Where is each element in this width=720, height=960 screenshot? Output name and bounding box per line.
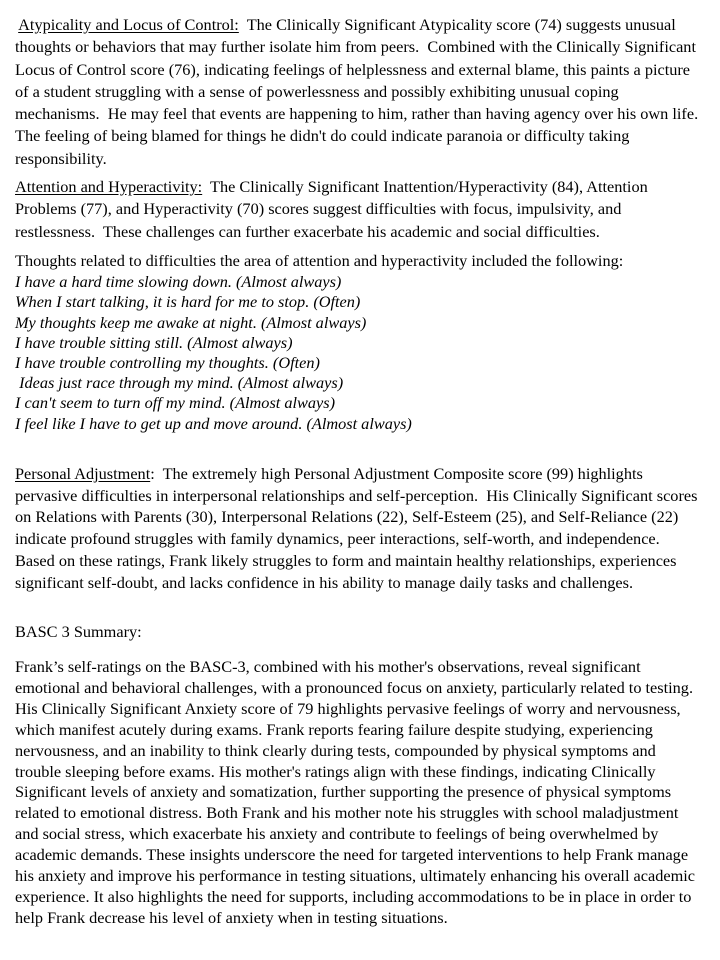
text-segment: When I start talking, it is hard for me to stop. (Often) bbox=[15, 292, 361, 312]
text-line bbox=[15, 803, 714, 824]
text-line bbox=[15, 414, 714, 434]
thoughts-intro-line bbox=[15, 250, 714, 272]
text-line bbox=[15, 103, 714, 125]
text-segment: Atypicality and Locus of Control: bbox=[18, 15, 239, 34]
text-segment: on Relations with Parents (30), Interpersonal Relations (22), Self-Esteem (25), and Self-Reliance (22) bbox=[15, 507, 679, 527]
text-line bbox=[15, 528, 714, 550]
text-line bbox=[15, 36, 714, 58]
text-segment: His Clinically Significant Anxiety score of 79 highlights pervasive feelings of worry and nervousness, bbox=[15, 698, 681, 718]
text-line bbox=[15, 887, 714, 908]
atypicality-locus-paragraph bbox=[15, 14, 714, 170]
text-segment: The feeling of being blamed for things he didn't do could indicate paranoia or difficulty taking bbox=[15, 126, 630, 146]
text-segment: My thoughts keep me awake at night. (Almost always) bbox=[15, 312, 367, 332]
text-line bbox=[15, 176, 714, 198]
text-line bbox=[15, 720, 714, 741]
text-line bbox=[15, 125, 714, 147]
text-line bbox=[15, 14, 714, 36]
text-line bbox=[15, 845, 714, 866]
text-segment: Locus of Control score (76), indicating feelings of helplessness and external blame, this paints a picture bbox=[15, 59, 691, 79]
text-segment: responsibility. bbox=[15, 148, 107, 168]
thought-quotes-list bbox=[15, 272, 714, 434]
text-segment: academic demands. These insights underscore the need for targeted interventions to help Frank manage bbox=[15, 845, 689, 865]
text-segment: restlessness. These challenges can further exacerbate his academic and social difficulties. bbox=[15, 221, 600, 241]
text-segment: his anxiety and improve his performance in testing situations, ultimately enhancing his overall academic bbox=[15, 866, 696, 886]
text-line bbox=[15, 393, 714, 413]
text-segment: The Clinically Significant Inattention/Hyperactivity (84), Attention bbox=[202, 177, 648, 197]
text-line bbox=[15, 762, 714, 783]
text-line bbox=[15, 699, 714, 720]
text-line bbox=[15, 353, 714, 373]
text-segment: Frank’s self-ratings on the BASC-3, combined with his mother's observations, reveal significant bbox=[15, 656, 641, 676]
text-segment: experience. It also highlights the need for supports, including accommodations to be in place in order to bbox=[15, 886, 692, 906]
text-segment: The Clinically Significant Atypicality score (74) suggests unusual bbox=[238, 15, 676, 34]
text-segment: Personal Adjustment bbox=[15, 463, 151, 483]
text-segment: Ideas just race through my mind. (Almost always) bbox=[15, 373, 344, 393]
text-segment: of a student struggling with a sense of powerlessness and possibly exhibiting unusual coping bbox=[15, 81, 619, 101]
text-segment: I feel like I have to get up and move around. (Almost always) bbox=[15, 413, 412, 433]
text-line bbox=[15, 506, 714, 528]
text-line bbox=[15, 221, 714, 243]
text-line bbox=[15, 678, 714, 699]
text-line bbox=[15, 741, 714, 762]
text-segment: Based on these ratings, Frank likely struggles to form and maintain healthy relationships, experiences bbox=[15, 551, 677, 571]
text-segment: significant self-doubt, and lacks confidence in his ability to manage daily tasks and challenges. bbox=[15, 572, 634, 592]
text-line bbox=[15, 550, 714, 572]
text-segment: help Frank decrease his level of anxiety when in testing situations. bbox=[15, 907, 448, 927]
text-segment: BASC 3 Summary: bbox=[15, 621, 142, 641]
basc-summary-paragraph bbox=[15, 657, 714, 929]
text-line bbox=[15, 81, 714, 103]
text-segment: which manifest acutely during exams. Frank reports fearing failure despite studying, experiencing bbox=[15, 719, 653, 739]
text-segment: pervasive difficulties in interpersonal relationships and self-perception. His Clinically Significant scores bbox=[15, 485, 698, 505]
text-line bbox=[15, 198, 714, 220]
text-segment: I have trouble controlling my thoughts. (Often) bbox=[15, 353, 320, 373]
text-segment: and social stress, which exacerbate his anxiety and contribute to feelings of being overwhelmed by bbox=[15, 824, 659, 844]
text-segment: I have trouble sitting still. (Almost always) bbox=[15, 332, 293, 352]
text-segment: trouble sleeping before exams. His mother's ratings align with these findings, indicating Clinically bbox=[15, 761, 656, 781]
text-segment: Significant levels of anxiety and somatization, further supporting the presence of physical symptoms bbox=[15, 782, 672, 802]
text-segment: thoughts or behaviors that may further isolate him from peers. Combined with the Clinically Significant bbox=[15, 37, 696, 57]
text-line bbox=[15, 782, 714, 803]
text-line bbox=[15, 333, 714, 353]
text-line bbox=[15, 463, 714, 485]
text-line bbox=[15, 621, 714, 643]
text-segment: I have a hard time slowing down. (Almost always) bbox=[15, 272, 342, 292]
personal-adjustment-paragraph bbox=[15, 463, 714, 594]
text-segment: mechanisms. He may feel that events are happening to him, rather than having agency over his own life. bbox=[15, 104, 699, 124]
text-segment: : The extremely high Personal Adjustment Composite score (99) highlights bbox=[150, 463, 643, 483]
text-line bbox=[15, 908, 714, 929]
text-segment: nervousness, and an inability to think clearly during tests, compounded by physical symptoms and bbox=[15, 740, 656, 760]
text-segment: Attention and Hyperactivity: bbox=[15, 177, 203, 197]
text-line bbox=[15, 313, 714, 333]
text-line bbox=[15, 373, 714, 393]
text-line bbox=[15, 292, 714, 312]
basc-summary-heading bbox=[15, 621, 714, 643]
text-segment: indicate profound struggles with family dynamics, peer interactions, self-worth, and independence. bbox=[15, 529, 660, 549]
text-line bbox=[15, 657, 714, 678]
text-line bbox=[15, 824, 714, 845]
text-segment: emotional and behavioral challenges, with a pronounced focus on anxiety, particularly related to testing. bbox=[15, 677, 694, 697]
attention-hyperactivity-paragraph bbox=[15, 176, 714, 243]
text-segment: Thoughts related to difficulties the area of attention and hyperactivity included the following: bbox=[15, 250, 624, 270]
text-line bbox=[15, 272, 714, 292]
text-segment: I can't seem to turn off my mind. (Almost always) bbox=[15, 393, 336, 413]
text-line bbox=[15, 485, 714, 507]
text-line bbox=[15, 59, 714, 81]
text-line bbox=[15, 250, 714, 272]
text-line bbox=[15, 572, 714, 594]
text-line bbox=[15, 866, 714, 887]
text-line bbox=[15, 148, 714, 170]
text-segment: related to emotional distress. Both Frank and his mother note his struggles with school maladjustment bbox=[15, 803, 679, 823]
text-segment: Problems (77), and Hyperactivity (70) scores suggest difficulties with focus, impulsivity, and bbox=[15, 199, 622, 219]
